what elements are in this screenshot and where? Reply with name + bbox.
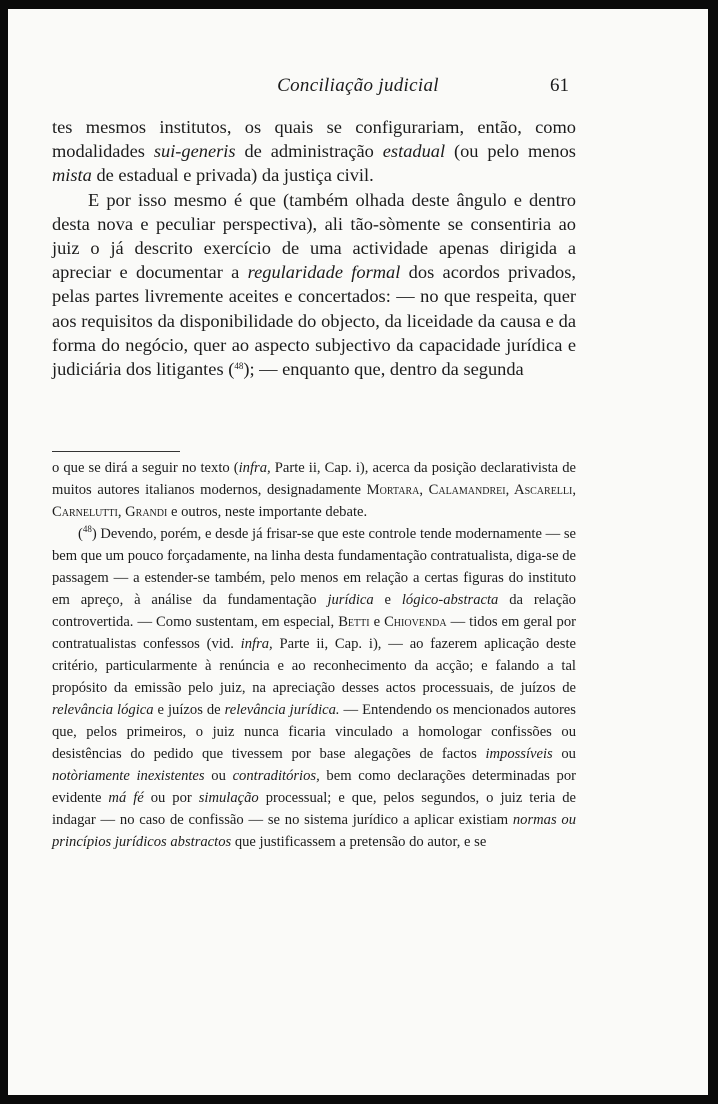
italic-run: sui-generis bbox=[153, 141, 236, 162]
footnote-ref: 48 bbox=[234, 361, 244, 372]
text-run: e bbox=[369, 614, 385, 630]
text-run: ) Devendo, porém, e desde já frisar-se que este controle tende modernamente — se bem que um pouco forçadamente, na linha desta fundamentação contratualista, diga-se de passagem — a estender-se também, pelo menos em relação a certas figuras do instituto em apreço, à análise da fundamentação bbox=[52, 526, 576, 608]
text-run: ou bbox=[204, 768, 233, 784]
italic-run: normas ou princípios jurídicos abstractos bbox=[52, 812, 577, 850]
running-title: Conciliação judicial bbox=[277, 75, 439, 96]
italic-run: relevância lógica bbox=[52, 702, 154, 718]
text-run: Parte ii, Cap. i), — ao fazerem aplicação deste critério, particularmente à renúncia e ao reconhecimento da acção; e falando a tal propósito da emissão pelo juiz, na apreciação desses actos processuais, de juízos de bbox=[52, 636, 576, 696]
author-names: Mortara, Calamandrei, Ascarelli, Carnelutti, Grandi bbox=[52, 482, 576, 520]
text-run: — tidos em geral por contratualistas confessos (vid. bbox=[52, 614, 577, 652]
text-run: bem como declarações determinadas por evidente bbox=[52, 768, 576, 806]
text-run: tes mesmos institutos, os quais se configurariam, então, como modalidades bbox=[52, 117, 576, 162]
italic-run: infra, bbox=[240, 636, 273, 652]
main-text bbox=[52, 115, 576, 381]
italic-run: relevância jurídica. bbox=[224, 702, 340, 718]
text-run: da relação controvertida. — Como sustentam, em especial, bbox=[52, 592, 576, 630]
text-run: ou bbox=[552, 746, 576, 762]
text-run: dos acordos privados, pelas partes livremente aceites e concertados: — no que respeita, quer aos requisitos da disponibilidade do objecto, da liceidade da causa e da forma do negócio, quer ao aspecto subjectivo da capacidade jurídica e judiciária dos litigantes ( bbox=[52, 262, 576, 380]
text-run: ( bbox=[78, 526, 83, 542]
author-name: Betti bbox=[338, 614, 370, 630]
italic-run: estadual bbox=[382, 141, 446, 162]
book-page bbox=[8, 9, 708, 1095]
italic-run: jurídica bbox=[327, 592, 374, 608]
text-run: (ou pelo menos bbox=[445, 141, 576, 162]
italic-run: regularidade formal bbox=[247, 262, 401, 283]
footnote-48 bbox=[52, 523, 576, 853]
text-run: — Entendendo os mencionados autores que, pelos primeiros, o juiz nunca ficaria vinculado a homologar confissões ou desistências do pedido que tivessem por base alegações de factos bbox=[52, 702, 576, 762]
italic-run: lógico-abstracta bbox=[401, 592, 499, 608]
text-run: de estadual e privada) da justiça civil. bbox=[91, 165, 374, 186]
text-run: o que se dirá a seguir no texto ( bbox=[52, 460, 239, 476]
text-run: ); — enquanto que, dentro da segunda bbox=[243, 359, 524, 380]
author-name: Chiovenda bbox=[384, 614, 447, 630]
italic-run: notòriamente inexistentes bbox=[52, 768, 205, 784]
text-run: e outros, neste importante debate. bbox=[167, 504, 368, 520]
text-run: processual; e que, pelos segundos, o juiz teria de indagar — no caso de confissão — se no sistema jurídico a aplicar existiam bbox=[52, 790, 576, 828]
text-run: Parte ii, Cap. i), acerca da posição declarativista de muitos autores italianos modernos, designadamente bbox=[52, 460, 576, 498]
italic-run: má fé bbox=[108, 790, 144, 806]
italic-run: infra, bbox=[238, 460, 271, 476]
text-run: de administração bbox=[235, 141, 383, 162]
text-run: e bbox=[373, 592, 402, 608]
footnote-number: 48 bbox=[82, 524, 92, 534]
footnote-continued bbox=[52, 457, 576, 523]
text-run: e juízos de bbox=[153, 702, 225, 718]
italic-run: mista bbox=[52, 165, 92, 186]
italic-run: contraditórios, bbox=[232, 768, 320, 784]
footnote-separator bbox=[52, 451, 180, 452]
paragraph-1 bbox=[52, 115, 576, 188]
footnotes bbox=[52, 457, 576, 853]
text-run: que justificassem a pretensão do autor, e se bbox=[231, 834, 487, 850]
page-number: 61 bbox=[550, 75, 569, 96]
paragraph-2 bbox=[52, 188, 576, 382]
text-run: E por isso mesmo é que (também olhada deste ângulo e dentro desta nova e peculiar perspectiva), ali tão-sòmente se consentiria ao juiz o já descrito exercício de uma actividade apenas dirigida a apreciar e documentar a bbox=[52, 189, 576, 283]
italic-run: impossíveis bbox=[485, 746, 553, 762]
italic-run: simulação bbox=[198, 790, 259, 806]
running-header bbox=[8, 75, 708, 105]
text-run: ou por bbox=[143, 790, 199, 806]
